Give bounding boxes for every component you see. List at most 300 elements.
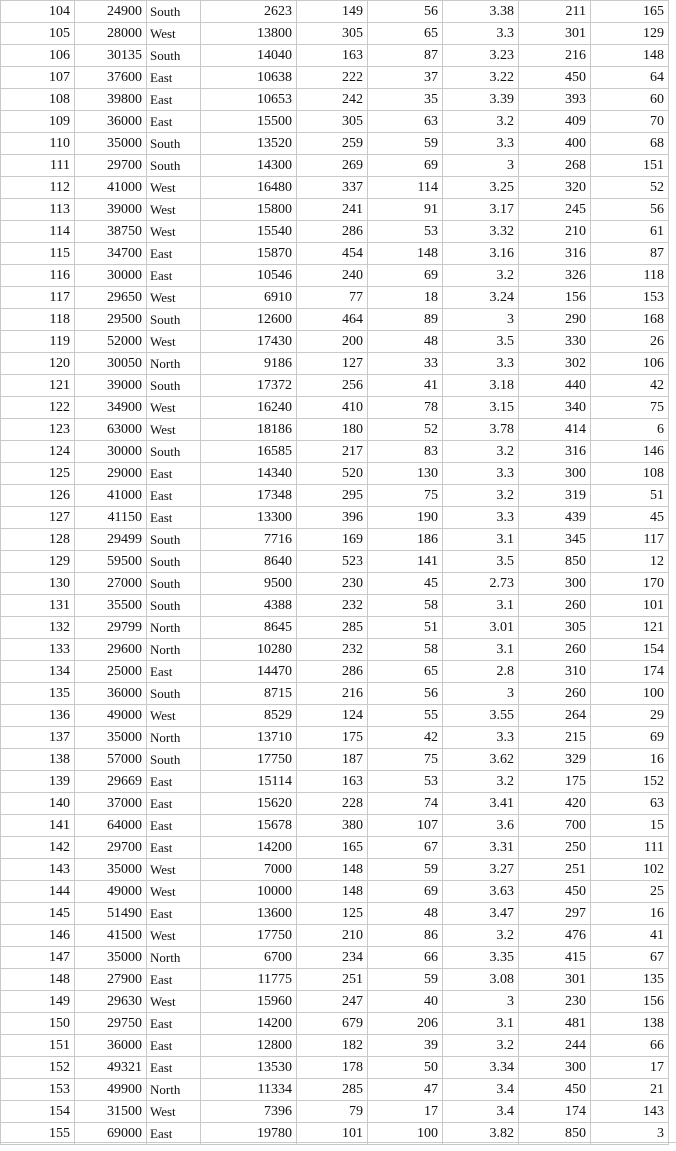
value-b-cell[interactable]: 169 bbox=[297, 529, 368, 551]
region-cell[interactable]: East bbox=[147, 1035, 201, 1057]
value-d-cell[interactable]: 481 bbox=[519, 1013, 591, 1035]
amount-cell[interactable]: 29499 bbox=[75, 529, 147, 551]
rank-cell[interactable]: 41 bbox=[591, 925, 669, 947]
region-cell[interactable]: South bbox=[147, 375, 201, 397]
amount-cell[interactable]: 29650 bbox=[75, 287, 147, 309]
value-c-cell[interactable]: 83 bbox=[368, 441, 443, 463]
value-d-cell[interactable]: 400 bbox=[519, 133, 591, 155]
value-b-cell[interactable]: 127 bbox=[297, 353, 368, 375]
value-d-cell[interactable]: 420 bbox=[519, 793, 591, 815]
value-b-cell[interactable]: 217 bbox=[297, 441, 368, 463]
value-d-cell[interactable]: 244 bbox=[519, 1035, 591, 1057]
value-d-cell[interactable]: 251 bbox=[519, 859, 591, 881]
value-a-cell[interactable]: 15800 bbox=[201, 199, 297, 221]
value-a-cell[interactable]: 10638 bbox=[201, 67, 297, 89]
amount-cell[interactable]: 49000 bbox=[75, 881, 147, 903]
value-c-cell[interactable]: 18 bbox=[368, 287, 443, 309]
value-b-cell[interactable]: 410 bbox=[297, 397, 368, 419]
value-d-cell[interactable]: 301 bbox=[519, 969, 591, 991]
value-b-cell[interactable]: 454 bbox=[297, 243, 368, 265]
rank-cell[interactable]: 143 bbox=[591, 1101, 669, 1123]
value-b-cell[interactable]: 163 bbox=[297, 45, 368, 67]
value-c-cell[interactable]: 141 bbox=[368, 551, 443, 573]
amount-cell[interactable]: 28000 bbox=[75, 23, 147, 45]
value-a-cell[interactable]: 9500 bbox=[201, 573, 297, 595]
amount-cell[interactable]: 29700 bbox=[75, 155, 147, 177]
value-c-cell[interactable]: 190 bbox=[368, 507, 443, 529]
rank-cell[interactable]: 75 bbox=[591, 397, 669, 419]
value-b-cell[interactable]: 251 bbox=[297, 969, 368, 991]
rank-cell[interactable]: 154 bbox=[591, 639, 669, 661]
rank-cell[interactable]: 63 bbox=[591, 793, 669, 815]
ratio-cell[interactable]: 3.22 bbox=[443, 67, 519, 89]
amount-cell[interactable]: 35000 bbox=[75, 727, 147, 749]
region-cell[interactable]: South bbox=[147, 155, 201, 177]
rank-cell[interactable]: 121 bbox=[591, 617, 669, 639]
ratio-cell[interactable]: 3.63 bbox=[443, 881, 519, 903]
value-a-cell[interactable]: 13800 bbox=[201, 23, 297, 45]
value-a-cell[interactable]: 13530 bbox=[201, 1057, 297, 1079]
region-cell[interactable]: East bbox=[147, 1123, 201, 1145]
value-d-cell[interactable]: 302 bbox=[519, 353, 591, 375]
value-a-cell[interactable]: 2623 bbox=[201, 1, 297, 23]
amount-cell[interactable]: 41500 bbox=[75, 925, 147, 947]
value-c-cell[interactable]: 75 bbox=[368, 485, 443, 507]
value-a-cell[interactable]: 14300 bbox=[201, 155, 297, 177]
amount-cell[interactable]: 30000 bbox=[75, 441, 147, 463]
ratio-cell[interactable]: 3.27 bbox=[443, 859, 519, 881]
value-d-cell[interactable]: 210 bbox=[519, 221, 591, 243]
row-id-cell[interactable]: 143 bbox=[1, 859, 75, 881]
value-d-cell[interactable]: 326 bbox=[519, 265, 591, 287]
value-a-cell[interactable]: 8640 bbox=[201, 551, 297, 573]
value-c-cell[interactable]: 114 bbox=[368, 177, 443, 199]
row-id-cell[interactable]: 132 bbox=[1, 617, 75, 639]
ratio-cell[interactable]: 3.2 bbox=[443, 1035, 519, 1057]
amount-cell[interactable]: 38750 bbox=[75, 221, 147, 243]
rank-cell[interactable]: 21 bbox=[591, 1079, 669, 1101]
region-cell[interactable]: East bbox=[147, 485, 201, 507]
region-cell[interactable]: North bbox=[147, 639, 201, 661]
rank-cell[interactable]: 56 bbox=[591, 199, 669, 221]
row-id-cell[interactable]: 110 bbox=[1, 133, 75, 155]
amount-cell[interactable]: 27000 bbox=[75, 573, 147, 595]
amount-cell[interactable]: 34900 bbox=[75, 397, 147, 419]
row-id-cell[interactable]: 119 bbox=[1, 331, 75, 353]
row-id-cell[interactable]: 137 bbox=[1, 727, 75, 749]
value-d-cell[interactable]: 340 bbox=[519, 397, 591, 419]
ratio-cell[interactable]: 3.78 bbox=[443, 419, 519, 441]
value-b-cell[interactable]: 222 bbox=[297, 67, 368, 89]
value-c-cell[interactable]: 40 bbox=[368, 991, 443, 1013]
rank-cell[interactable]: 61 bbox=[591, 221, 669, 243]
row-id-cell[interactable]: 104 bbox=[1, 1, 75, 23]
ratio-cell[interactable]: 3.01 bbox=[443, 617, 519, 639]
ratio-cell[interactable]: 3.31 bbox=[443, 837, 519, 859]
row-id-cell[interactable]: 125 bbox=[1, 463, 75, 485]
value-b-cell[interactable]: 234 bbox=[297, 947, 368, 969]
value-b-cell[interactable]: 187 bbox=[297, 749, 368, 771]
row-id-cell[interactable]: 127 bbox=[1, 507, 75, 529]
rank-cell[interactable]: 52 bbox=[591, 177, 669, 199]
row-id-cell[interactable]: 153 bbox=[1, 1079, 75, 1101]
region-cell[interactable]: North bbox=[147, 1079, 201, 1101]
value-b-cell[interactable]: 396 bbox=[297, 507, 368, 529]
value-b-cell[interactable]: 230 bbox=[297, 573, 368, 595]
amount-cell[interactable]: 30135 bbox=[75, 45, 147, 67]
value-b-cell[interactable]: 77 bbox=[297, 287, 368, 309]
region-cell[interactable]: North bbox=[147, 947, 201, 969]
value-b-cell[interactable]: 523 bbox=[297, 551, 368, 573]
amount-cell[interactable]: 51490 bbox=[75, 903, 147, 925]
value-d-cell[interactable]: 174 bbox=[519, 1101, 591, 1123]
row-id-cell[interactable]: 108 bbox=[1, 89, 75, 111]
value-a-cell[interactable]: 13300 bbox=[201, 507, 297, 529]
value-a-cell[interactable]: 10000 bbox=[201, 881, 297, 903]
region-cell[interactable]: West bbox=[147, 397, 201, 419]
amount-cell[interactable]: 29500 bbox=[75, 309, 147, 331]
value-b-cell[interactable]: 232 bbox=[297, 639, 368, 661]
value-a-cell[interactable]: 11334 bbox=[201, 1079, 297, 1101]
region-cell[interactable]: East bbox=[147, 815, 201, 837]
row-id-cell[interactable]: 105 bbox=[1, 23, 75, 45]
rank-cell[interactable]: 69 bbox=[591, 727, 669, 749]
rank-cell[interactable]: 170 bbox=[591, 573, 669, 595]
region-cell[interactable]: South bbox=[147, 573, 201, 595]
value-d-cell[interactable]: 300 bbox=[519, 573, 591, 595]
value-b-cell[interactable]: 178 bbox=[297, 1057, 368, 1079]
value-c-cell[interactable]: 53 bbox=[368, 771, 443, 793]
rank-cell[interactable]: 6 bbox=[591, 419, 669, 441]
value-b-cell[interactable]: 256 bbox=[297, 375, 368, 397]
value-d-cell[interactable]: 414 bbox=[519, 419, 591, 441]
value-c-cell[interactable]: 78 bbox=[368, 397, 443, 419]
ratio-cell[interactable]: 3.55 bbox=[443, 705, 519, 727]
amount-cell[interactable]: 37000 bbox=[75, 793, 147, 815]
rank-cell[interactable]: 106 bbox=[591, 353, 669, 375]
value-a-cell[interactable]: 10546 bbox=[201, 265, 297, 287]
amount-cell[interactable]: 29630 bbox=[75, 991, 147, 1013]
value-c-cell[interactable]: 48 bbox=[368, 903, 443, 925]
rank-cell[interactable]: 100 bbox=[591, 683, 669, 705]
value-d-cell[interactable]: 305 bbox=[519, 617, 591, 639]
ratio-cell[interactable]: 3.3 bbox=[443, 133, 519, 155]
rank-cell[interactable]: 66 bbox=[591, 1035, 669, 1057]
value-d-cell[interactable]: 264 bbox=[519, 705, 591, 727]
value-a-cell[interactable]: 13520 bbox=[201, 133, 297, 155]
value-d-cell[interactable]: 450 bbox=[519, 881, 591, 903]
amount-cell[interactable]: 29669 bbox=[75, 771, 147, 793]
value-d-cell[interactable]: 415 bbox=[519, 947, 591, 969]
row-id-cell[interactable]: 118 bbox=[1, 309, 75, 331]
amount-cell[interactable]: 36000 bbox=[75, 683, 147, 705]
row-id-cell[interactable]: 152 bbox=[1, 1057, 75, 1079]
rank-cell[interactable]: 64 bbox=[591, 67, 669, 89]
value-a-cell[interactable]: 7716 bbox=[201, 529, 297, 551]
value-d-cell[interactable]: 409 bbox=[519, 111, 591, 133]
value-a-cell[interactable]: 17430 bbox=[201, 331, 297, 353]
value-d-cell[interactable]: 230 bbox=[519, 991, 591, 1013]
value-a-cell[interactable]: 15678 bbox=[201, 815, 297, 837]
value-c-cell[interactable]: 48 bbox=[368, 331, 443, 353]
amount-cell[interactable]: 39000 bbox=[75, 375, 147, 397]
value-c-cell[interactable]: 130 bbox=[368, 463, 443, 485]
rank-cell[interactable]: 102 bbox=[591, 859, 669, 881]
rank-cell[interactable]: 45 bbox=[591, 507, 669, 529]
value-a-cell[interactable]: 4388 bbox=[201, 595, 297, 617]
value-a-cell[interactable]: 10280 bbox=[201, 639, 297, 661]
row-id-cell[interactable]: 128 bbox=[1, 529, 75, 551]
rank-cell[interactable]: 42 bbox=[591, 375, 669, 397]
value-d-cell[interactable]: 310 bbox=[519, 661, 591, 683]
rank-cell[interactable]: 153 bbox=[591, 287, 669, 309]
ratio-cell[interactable]: 3.2 bbox=[443, 925, 519, 947]
region-cell[interactable]: South bbox=[147, 309, 201, 331]
region-cell[interactable]: East bbox=[147, 771, 201, 793]
amount-cell[interactable]: 36000 bbox=[75, 111, 147, 133]
ratio-cell[interactable]: 3.82 bbox=[443, 1123, 519, 1145]
value-d-cell[interactable]: 216 bbox=[519, 45, 591, 67]
row-id-cell[interactable]: 121 bbox=[1, 375, 75, 397]
value-c-cell[interactable]: 56 bbox=[368, 683, 443, 705]
value-c-cell[interactable]: 69 bbox=[368, 265, 443, 287]
amount-cell[interactable]: 41000 bbox=[75, 485, 147, 507]
value-a-cell[interactable]: 14340 bbox=[201, 463, 297, 485]
value-a-cell[interactable]: 16480 bbox=[201, 177, 297, 199]
value-d-cell[interactable]: 450 bbox=[519, 1079, 591, 1101]
row-id-cell[interactable]: 154 bbox=[1, 1101, 75, 1123]
value-d-cell[interactable]: 290 bbox=[519, 309, 591, 331]
ratio-cell[interactable]: 3.2 bbox=[443, 485, 519, 507]
row-id-cell[interactable]: 133 bbox=[1, 639, 75, 661]
region-cell[interactable]: East bbox=[147, 111, 201, 133]
ratio-cell[interactable]: 3.18 bbox=[443, 375, 519, 397]
value-a-cell[interactable]: 14470 bbox=[201, 661, 297, 683]
value-b-cell[interactable]: 124 bbox=[297, 705, 368, 727]
rank-cell[interactable]: 101 bbox=[591, 595, 669, 617]
amount-cell[interactable]: 25000 bbox=[75, 661, 147, 683]
row-id-cell[interactable]: 123 bbox=[1, 419, 75, 441]
ratio-cell[interactable]: 3.1 bbox=[443, 595, 519, 617]
region-cell[interactable]: South bbox=[147, 1, 201, 23]
rank-cell[interactable]: 135 bbox=[591, 969, 669, 991]
row-id-cell[interactable]: 116 bbox=[1, 265, 75, 287]
value-c-cell[interactable]: 37 bbox=[368, 67, 443, 89]
value-d-cell[interactable]: 319 bbox=[519, 485, 591, 507]
ratio-cell[interactable]: 3.34 bbox=[443, 1057, 519, 1079]
rank-cell[interactable]: 68 bbox=[591, 133, 669, 155]
value-b-cell[interactable]: 125 bbox=[297, 903, 368, 925]
value-a-cell[interactable]: 9186 bbox=[201, 353, 297, 375]
value-a-cell[interactable]: 8715 bbox=[201, 683, 297, 705]
ratio-cell[interactable]: 3.2 bbox=[443, 771, 519, 793]
rank-cell[interactable]: 26 bbox=[591, 331, 669, 353]
amount-cell[interactable]: 52000 bbox=[75, 331, 147, 353]
value-c-cell[interactable]: 53 bbox=[368, 221, 443, 243]
ratio-cell[interactable]: 3.23 bbox=[443, 45, 519, 67]
value-a-cell[interactable]: 16240 bbox=[201, 397, 297, 419]
ratio-cell[interactable]: 3.62 bbox=[443, 749, 519, 771]
value-c-cell[interactable]: 39 bbox=[368, 1035, 443, 1057]
region-cell[interactable]: South bbox=[147, 683, 201, 705]
value-c-cell[interactable]: 58 bbox=[368, 595, 443, 617]
value-a-cell[interactable]: 11775 bbox=[201, 969, 297, 991]
value-b-cell[interactable]: 200 bbox=[297, 331, 368, 353]
rank-cell[interactable]: 51 bbox=[591, 485, 669, 507]
value-d-cell[interactable]: 476 bbox=[519, 925, 591, 947]
value-d-cell[interactable]: 393 bbox=[519, 89, 591, 111]
value-c-cell[interactable]: 51 bbox=[368, 617, 443, 639]
value-a-cell[interactable]: 7396 bbox=[201, 1101, 297, 1123]
row-id-cell[interactable]: 131 bbox=[1, 595, 75, 617]
value-a-cell[interactable]: 12600 bbox=[201, 309, 297, 331]
rank-cell[interactable]: 117 bbox=[591, 529, 669, 551]
value-b-cell[interactable]: 240 bbox=[297, 265, 368, 287]
value-c-cell[interactable]: 56 bbox=[368, 1, 443, 23]
ratio-cell[interactable]: 3.4 bbox=[443, 1101, 519, 1123]
amount-cell[interactable]: 35000 bbox=[75, 947, 147, 969]
value-d-cell[interactable]: 850 bbox=[519, 551, 591, 573]
amount-cell[interactable]: 30050 bbox=[75, 353, 147, 375]
row-id-cell[interactable]: 139 bbox=[1, 771, 75, 793]
amount-cell[interactable]: 57000 bbox=[75, 749, 147, 771]
row-id-cell[interactable]: 126 bbox=[1, 485, 75, 507]
amount-cell[interactable]: 35000 bbox=[75, 133, 147, 155]
value-b-cell[interactable]: 305 bbox=[297, 111, 368, 133]
ratio-cell[interactable]: 3.32 bbox=[443, 221, 519, 243]
row-id-cell[interactable]: 148 bbox=[1, 969, 75, 991]
value-a-cell[interactable]: 13600 bbox=[201, 903, 297, 925]
value-a-cell[interactable]: 8645 bbox=[201, 617, 297, 639]
region-cell[interactable]: East bbox=[147, 67, 201, 89]
value-d-cell[interactable]: 316 bbox=[519, 441, 591, 463]
region-cell[interactable]: East bbox=[147, 507, 201, 529]
region-cell[interactable]: East bbox=[147, 661, 201, 683]
amount-cell[interactable]: 41000 bbox=[75, 177, 147, 199]
ratio-cell[interactable]: 3.1 bbox=[443, 1013, 519, 1035]
value-a-cell[interactable]: 14200 bbox=[201, 837, 297, 859]
value-d-cell[interactable]: 260 bbox=[519, 683, 591, 705]
rank-cell[interactable]: 15 bbox=[591, 815, 669, 837]
row-id-cell[interactable]: 107 bbox=[1, 67, 75, 89]
region-cell[interactable]: West bbox=[147, 705, 201, 727]
value-c-cell[interactable]: 65 bbox=[368, 661, 443, 683]
ratio-cell[interactable]: 3.5 bbox=[443, 331, 519, 353]
amount-cell[interactable]: 49000 bbox=[75, 705, 147, 727]
value-d-cell[interactable]: 300 bbox=[519, 1057, 591, 1079]
region-cell[interactable]: South bbox=[147, 551, 201, 573]
amount-cell[interactable]: 24900 bbox=[75, 1, 147, 23]
value-a-cell[interactable]: 15114 bbox=[201, 771, 297, 793]
value-d-cell[interactable]: 245 bbox=[519, 199, 591, 221]
value-a-cell[interactable]: 15960 bbox=[201, 991, 297, 1013]
ratio-cell[interactable]: 3 bbox=[443, 155, 519, 177]
value-a-cell[interactable]: 12800 bbox=[201, 1035, 297, 1057]
region-cell[interactable]: West bbox=[147, 287, 201, 309]
rank-cell[interactable]: 152 bbox=[591, 771, 669, 793]
value-b-cell[interactable]: 259 bbox=[297, 133, 368, 155]
value-a-cell[interactable]: 15620 bbox=[201, 793, 297, 815]
value-c-cell[interactable]: 107 bbox=[368, 815, 443, 837]
value-d-cell[interactable]: 439 bbox=[519, 507, 591, 529]
value-b-cell[interactable]: 149 bbox=[297, 1, 368, 23]
value-b-cell[interactable]: 216 bbox=[297, 683, 368, 705]
row-id-cell[interactable]: 134 bbox=[1, 661, 75, 683]
ratio-cell[interactable]: 3.2 bbox=[443, 441, 519, 463]
region-cell[interactable]: East bbox=[147, 793, 201, 815]
value-c-cell[interactable]: 186 bbox=[368, 529, 443, 551]
ratio-cell[interactable]: 3.4 bbox=[443, 1079, 519, 1101]
value-a-cell[interactable]: 17348 bbox=[201, 485, 297, 507]
value-c-cell[interactable]: 74 bbox=[368, 793, 443, 815]
ratio-cell[interactable]: 3.1 bbox=[443, 639, 519, 661]
region-cell[interactable]: South bbox=[147, 133, 201, 155]
amount-cell[interactable]: 31500 bbox=[75, 1101, 147, 1123]
ratio-cell[interactable]: 3.3 bbox=[443, 727, 519, 749]
value-c-cell[interactable]: 66 bbox=[368, 947, 443, 969]
value-c-cell[interactable]: 89 bbox=[368, 309, 443, 331]
rank-cell[interactable]: 16 bbox=[591, 903, 669, 925]
value-b-cell[interactable]: 295 bbox=[297, 485, 368, 507]
value-b-cell[interactable]: 79 bbox=[297, 1101, 368, 1123]
region-cell[interactable]: South bbox=[147, 529, 201, 551]
rank-cell[interactable]: 108 bbox=[591, 463, 669, 485]
value-b-cell[interactable]: 182 bbox=[297, 1035, 368, 1057]
region-cell[interactable]: North bbox=[147, 727, 201, 749]
value-b-cell[interactable]: 180 bbox=[297, 419, 368, 441]
row-id-cell[interactable]: 135 bbox=[1, 683, 75, 705]
value-d-cell[interactable]: 440 bbox=[519, 375, 591, 397]
region-cell[interactable]: West bbox=[147, 199, 201, 221]
rank-cell[interactable]: 3 bbox=[591, 1123, 669, 1145]
value-a-cell[interactable]: 17372 bbox=[201, 375, 297, 397]
value-d-cell[interactable]: 175 bbox=[519, 771, 591, 793]
row-id-cell[interactable]: 155 bbox=[1, 1123, 75, 1145]
value-c-cell[interactable]: 63 bbox=[368, 111, 443, 133]
ratio-cell[interactable]: 3.3 bbox=[443, 507, 519, 529]
value-d-cell[interactable]: 345 bbox=[519, 529, 591, 551]
value-b-cell[interactable]: 305 bbox=[297, 23, 368, 45]
value-d-cell[interactable]: 260 bbox=[519, 639, 591, 661]
rank-cell[interactable]: 168 bbox=[591, 309, 669, 331]
region-cell[interactable]: East bbox=[147, 1013, 201, 1035]
ratio-cell[interactable]: 3.1 bbox=[443, 529, 519, 551]
value-a-cell[interactable]: 16585 bbox=[201, 441, 297, 463]
ratio-cell[interactable]: 3.16 bbox=[443, 243, 519, 265]
rank-cell[interactable]: 67 bbox=[591, 947, 669, 969]
rank-cell[interactable]: 12 bbox=[591, 551, 669, 573]
value-c-cell[interactable]: 59 bbox=[368, 859, 443, 881]
ratio-cell[interactable]: 3.2 bbox=[443, 265, 519, 287]
region-cell[interactable]: West bbox=[147, 23, 201, 45]
value-c-cell[interactable]: 55 bbox=[368, 705, 443, 727]
value-b-cell[interactable]: 148 bbox=[297, 881, 368, 903]
value-a-cell[interactable]: 6700 bbox=[201, 947, 297, 969]
value-a-cell[interactable]: 8529 bbox=[201, 705, 297, 727]
ratio-cell[interactable]: 3.2 bbox=[443, 111, 519, 133]
value-c-cell[interactable]: 42 bbox=[368, 727, 443, 749]
ratio-cell[interactable]: 3.39 bbox=[443, 89, 519, 111]
row-id-cell[interactable]: 120 bbox=[1, 353, 75, 375]
region-cell[interactable]: South bbox=[147, 45, 201, 67]
value-c-cell[interactable]: 59 bbox=[368, 133, 443, 155]
value-d-cell[interactable]: 268 bbox=[519, 155, 591, 177]
value-a-cell[interactable]: 17750 bbox=[201, 749, 297, 771]
value-d-cell[interactable]: 450 bbox=[519, 67, 591, 89]
rank-cell[interactable]: 146 bbox=[591, 441, 669, 463]
rank-cell[interactable]: 138 bbox=[591, 1013, 669, 1035]
value-a-cell[interactable]: 13710 bbox=[201, 727, 297, 749]
